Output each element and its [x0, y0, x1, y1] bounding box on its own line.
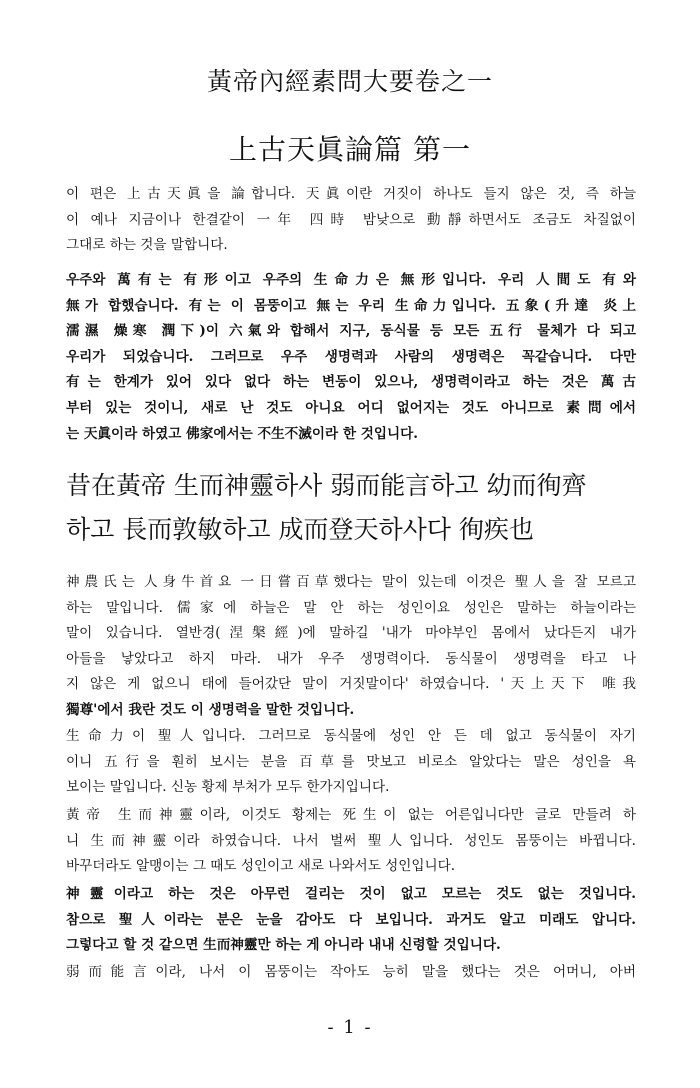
text-line: 黃帝 生而神靈이라, 이것도 황제는 死生이 없는 어른입니다만 글로 만들려 하	[66, 807, 636, 823]
text-line: 獨尊'에서 我란 것도 이 생명력을 말한 것입니다.	[66, 701, 355, 718]
body-paragraph	[66, 960, 636, 986]
text-line: 니 生而神靈이라 하였습니다. 나서 벌써 聖人입니다. 성인도 몸뚱이는 바뀝니다.	[66, 832, 636, 849]
body-paragraph	[66, 570, 636, 724]
text-line: 하는 말입니다. 儒家에 하늘은 말 안 하는 성인이요 성인은 말하는 하늘이라는	[66, 599, 636, 616]
chapter-title: 上古天眞論篇 第一	[229, 133, 471, 166]
text-line: 지 않은 게 없으니 태에 들어갔단 말이 거짓말이다' 하였습니다. '天上天下 唯我	[66, 676, 636, 693]
text-line: 그대로 하는 것을 말합니다.	[66, 237, 228, 254]
text-line: 生命力이 聖人입니다. 그러므로 동식물에 성인 안 든 데 없고 동식물이 자기	[66, 728, 636, 744]
classic-quote-line	[66, 512, 646, 548]
body-paragraph	[66, 803, 636, 880]
text-line: 神靈이라고 하는 것은 아무런 걸리는 것이 없고 모르는 것도 없는 것입니다.	[66, 886, 636, 902]
text-line: 이 편은 上古天眞을 論합니다. 天眞이란 거짓이 하나도 들지 않은 것, 즉 하늘	[66, 186, 636, 202]
text-line: 弱而能言이라, 나서 이 몸뚱이는 작아도 능히 말을 했다는 것은 어머니, 아버	[66, 964, 636, 980]
text-line: 참으로 聖人이라는 분은 눈을 감아도 다 보입니다. 과거도 알고 미래도 압니다.	[66, 911, 636, 928]
text-line: 바꾸더라도 알맹이는 그 때도 성인이고 새로 나와서도 성인입니다.	[66, 858, 456, 875]
text-line: 有는 한계가 있어 있다 없다 하는 변동이 있으나, 생명력이라고 하는 것은 萬古	[66, 374, 636, 391]
classic-text: 하고 長而敦敏하고 成而登天하사다 徇疾也	[66, 515, 534, 544]
body-paragraph	[66, 724, 636, 801]
text-line: 이 예나 지금이나 한결같이 一年 四時 밤낮으로 動靜하면서도 조금도 차질없이	[66, 211, 636, 228]
text-line: 우리가 되었습니다. 그러므로 우주 생명력과 사람의 생명력은 꼭같습니다. 다만	[66, 348, 636, 365]
text-line: 우주와 萬有는 有形이고 우주의 生命力은 無形입니다. 우리 人間도 有와	[66, 272, 636, 288]
classic-text: 昔在黃帝 生而神靈하사 弱而能言하고 幼而徇齊	[66, 471, 587, 500]
text-line: 無가 합했습니다. 有는 이 몸뚱이고 無는 우리 生命力입니다. 五象(升達 炎上	[66, 297, 636, 314]
classic-quote-line	[66, 468, 646, 504]
intro-paragraph	[66, 182, 636, 259]
text-line: 그렇다고 할 것 같으면 生而神靈만 하는 게 아니라 내내 신령할 것입니다.	[66, 937, 501, 954]
book-title: 黃帝內經素問大要卷之一	[206, 67, 493, 96]
text-line: 부터 있는 것이니, 새로 난 것도 아니요 어디 없어지는 것도 아니므로 素問에서	[66, 399, 636, 416]
text-line: 아들을 낳았다고 하지 마라. 내가 우주 생명력이다. 동식물이 생명력을 타고 나	[66, 650, 636, 667]
body-paragraph	[66, 882, 636, 959]
text-line: 이니 五行을 훤히 보시는 분을 百草를 맛보고 비로소 알았다는 말은 성인을 욕	[66, 753, 636, 770]
text-line: 神農氏는 人身牛首요 一日嘗百草했다는 말이 있는데 이것은 聖人을 잘 모르고	[66, 574, 636, 590]
page-number: - 1 -	[327, 1017, 373, 1038]
text-line: 濡濕 燥寒 潤下)이 六氣와 합해서 지구, 동식물 등 모든 五行 물체가 다 되고	[66, 323, 636, 340]
text-line: 말이 있습니다. 열반경(涅槃經)에 말하길 '내가 마야부인 몸에서 났다든지 내가	[66, 625, 636, 642]
text-line: 보이는 말입니다. 신농 황제 부처가 모두 한가지입니다.	[66, 779, 390, 796]
text-line: 는 天眞이라 하였고 佛家에서는 不生不滅이라 한 것입니다.	[66, 425, 418, 442]
body-paragraph	[66, 268, 636, 447]
